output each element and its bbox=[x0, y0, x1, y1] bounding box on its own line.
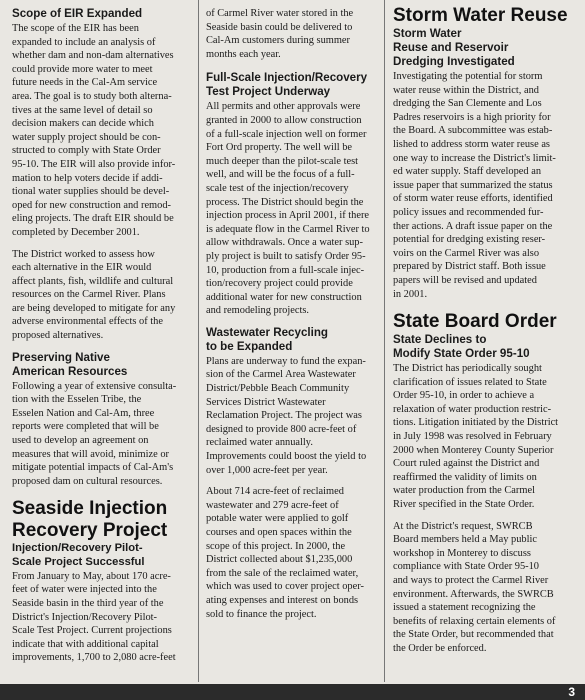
paragraph-environmental-assessment: The District worked to assess how each alternative in the EIR would affect plants, fish, wildlife and cultural resources on the Carmel River. Plans are being developed to mitigate for any adverse environmental effects of the proposed alternatives. bbox=[12, 248, 176, 342]
heading-state-board-order: State Board Order bbox=[393, 311, 557, 333]
page-number: 3 bbox=[568, 685, 575, 699]
subheading-state-declines: State Declines to Modify State Order 95-10 bbox=[393, 333, 530, 361]
heading-scope-of-eir: Scope of EIR Expanded bbox=[12, 7, 143, 20]
paragraph-state-board-order: The District has periodically sought clarification of issues related to State Order 95-10, in order to achieve a relaxation of water production restric- tions. Litigation initiated by the District in July 1998 was resolved in February 2000 when Monterey County Superior Court ruled against the District and reaffirmed the validity of limits on water production from the Carmel River specified in the State Order. bbox=[393, 363, 559, 511]
paragraph-swrcb-workshop: At the District's request, SWRCB Board members held a May public workshop in Monterey to discuss compliance with State Order 95-10 and ways to protect the Carmel River environment. Afterwards, the SWRCB issued a statement recognizing the benefits of relaxing certain elements of the State Order, but recommended that the Order be enforced. bbox=[393, 520, 556, 654]
column-divider bbox=[384, 0, 385, 682]
column-middle bbox=[206, 0, 378, 629]
column-right bbox=[393, 0, 573, 664]
column-left bbox=[12, 0, 193, 673]
heading-full-scale-injection: Full-Scale Injection/Recovery Test Project Underway bbox=[206, 71, 368, 99]
heading-native-american-resources: Preserving Native American Resources bbox=[12, 350, 128, 378]
heading-wastewater-recycling: Wastewater Recycling to be Expanded bbox=[206, 325, 328, 353]
column-divider bbox=[198, 0, 199, 682]
heading-storm-water-reuse: Storm Water Reuse bbox=[393, 5, 568, 26]
paragraph-pilot-scale-project: From January to May, about 170 acre- feet of water were injected into the Seaside basin in the third year of the District's Injection/Recovery Pilot- Scale Test Project. Current projections indicate that with additional capital improvements, 1,700 to 2,080 acre-feet bbox=[12, 570, 176, 664]
paragraph-scope-of-eir: The scope of the EIR has been expanded to include an analysis of whether dam and non-dam alternatives could provide more water to meet future needs in the Cal-Am service area. The goal is to study both alterna- tives at the same level of detail so decision makers can decide which water supply project should be con- structed to comply with State Order 95-10. The EIR will also provide infor- mation to help voters decide if addi- tional water supplies should be devel- oped for new construction and remod- eling projects. The draft EIR should be completed by December 2001. bbox=[12, 23, 176, 238]
paragraph-wastewater-recycling: Plans are underway to fund the expan- sion of the Carmel Area Wastewater District/Pebble Beach Community Services District Wastewater Reclamation Project. The project was designed to provide 800 acre-feet of reclaimed water annually. Improvements could boost the yield to over 1,000 acre-feet per year. bbox=[206, 355, 367, 476]
paragraph-reclaimed-water-sales: About 714 acre-feet of reclaimed wastewater and 279 acre-feet of potable water were applied to golf courses and open spaces within the scope of this project. In 2000, the District collected about $1,235,000 from the sale of the reclaimed water, which was used to cover project oper- ating expenses and interest on bonds sold to finance the project. bbox=[206, 486, 364, 620]
heading-seaside-injection-recovery: Seaside Injection Recovery Project bbox=[12, 498, 168, 542]
page-footer-bar bbox=[0, 684, 585, 700]
paragraph-storm-water-reuse: Investigating the potential for storm water reuse within the District, and dredging the San Clemente and Los Padres reservoirs is a high priority for the Board. A subcommittee was estab- lished to address storm water reuse as one way to increase the District's limit- ed water supply. Staff developed an issue paper that summarized the status of storm water reuse efforts, identified policy issues and recommended fur- ther actions. A draft issue paper on the potential for dredging existing reser- voirs on the Carmel River was also prepared by District staff. Both issue papers will be revised and updated in 2001. bbox=[393, 71, 556, 300]
paragraph-native-american-resources: Following a year of extensive consulta- tion with the Esselen Tribe, the Esselen Nation and Cal-Am, three reports were completed that will be used to develop an agreement on measures that will avoid, minimize or mitigate potential impacts of Cal-Am's proposed dam on cultural resources. bbox=[12, 380, 177, 487]
paragraph-continued-carmel-water: of Carmel River water stored in the Seaside basin could be delivered to Cal-Am customers during summer months each year. bbox=[206, 8, 354, 60]
subheading-storm-water-dredging: Storm Water Reuse and Reservoir Dredging Investigated bbox=[393, 27, 515, 68]
subheading-pilot-scale-project: Injection/Recovery Pilot- Scale Project Successful bbox=[12, 542, 145, 568]
paragraph-full-scale-injection: All permits and other approvals were granted in 2000 to allow construction of a full-scale injection well on former Fort Ord property. The well will be much deeper than the pilot-scale test well, and will be the focus of a full- scale test of the injection/recovery process. The District should begin the injection process in April 2001, if there is adequate flow in the Carmel River to allow withdrawals. Once a water sup- ply project is built to satisfy Order 95- 10, production from a full-scale injec- tion/recovery project could provide additional water for new construction and remodeling projects. bbox=[206, 101, 370, 317]
